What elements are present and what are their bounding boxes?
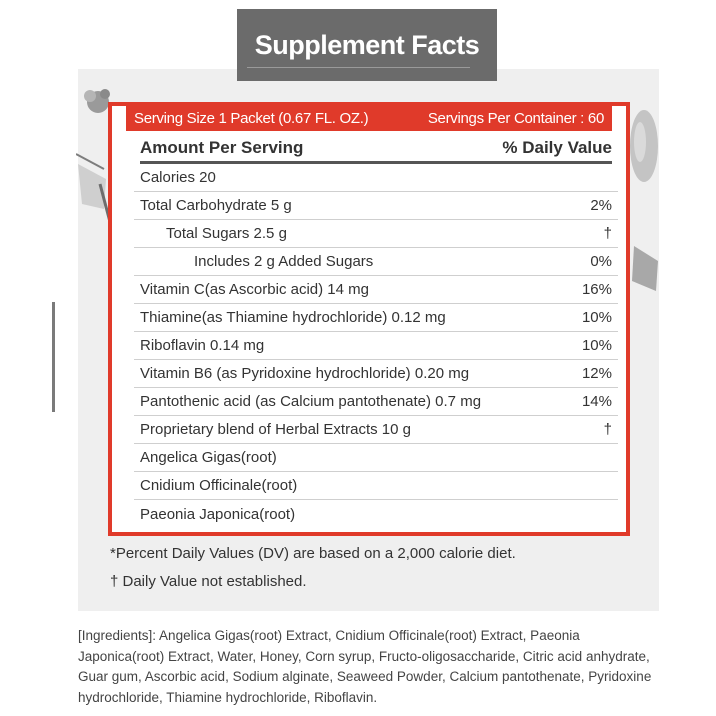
nutrient-row — [134, 360, 618, 388]
daily-value-heading: % Daily Value — [502, 137, 612, 157]
nutrient-label: Vitamin C(as Ascorbic acid) 14 mg — [140, 281, 369, 298]
nutrient-label: Vitamin B6 (as Pyridoxine hydrochloride) 0.20 mg — [140, 365, 470, 382]
nutrient-dv: † — [603, 225, 612, 242]
nutrient-dv: 10% — [581, 337, 612, 354]
herb-root-illustration-right — [630, 96, 660, 296]
supplement-facts-panel — [108, 102, 630, 536]
nutrient-row — [134, 500, 618, 528]
nutrient-label: Riboflavin 0.14 mg — [140, 337, 265, 354]
nutrient-row — [134, 164, 618, 192]
dv-not-established-footnote: † Daily Value not established. — [110, 573, 307, 590]
nutrient-row — [134, 276, 618, 304]
nutrient-label: Total Sugars 2.5 g — [166, 225, 287, 242]
left-scroll-indicator — [52, 302, 55, 412]
nutrient-row — [134, 416, 618, 444]
ingredients-list: [Ingredients]: Angelica Gigas(root) Extract, Cnidium Officinale(root) Extract, Paeonia Japonica(root) Extract, Water, Honey, Corn syrup, Fructo-oligosaccharide, Citric acid anhydrate, Guar gum, Ascorbic acid, Sodium alginate, Seaweed Powder, Calcium pantothenate, Pyridoxine hydrochloride, Thiamine hydrochloride, Riboflavin. — [78, 628, 652, 705]
serving-info-bar — [126, 106, 612, 131]
nutrient-row — [134, 332, 618, 360]
nutrient-label: Proprietary blend of Herbal Extracts 10 g — [140, 421, 411, 438]
nutrient-label: Calories 20 — [140, 169, 216, 186]
nutrient-dv: † — [603, 421, 612, 438]
nutrient-row — [134, 304, 618, 332]
title-underline — [247, 67, 470, 68]
nutrient-row — [134, 388, 618, 416]
nutrient-label: Includes 2 g Added Sugars — [194, 253, 374, 270]
nutrient-rows — [134, 164, 618, 528]
nutrient-dv: 16% — [581, 281, 612, 298]
nutrient-row — [134, 192, 618, 220]
servings-per-container: Servings Per Container : 60 — [427, 110, 604, 127]
nutrient-label: Total Carbohydrate 5 g — [140, 197, 292, 214]
page-title: Supplement Facts — [237, 9, 497, 81]
nutrient-dv: 14% — [581, 393, 612, 410]
nutrient-dv: 0% — [590, 253, 612, 270]
nutrient-row — [134, 444, 618, 472]
nutrient-label: Angelica Gigas(root) — [140, 449, 277, 466]
nutrient-label: Thiamine(as Thiamine hydrochloride) 0.12 mg — [140, 309, 446, 326]
nutrient-label: Paeonia Japonica(root) — [140, 505, 296, 523]
serving-size: Serving Size 1 Packet (0.67 FL. OZ.) — [134, 110, 369, 127]
nutrient-row — [134, 248, 618, 276]
nutrient-dv: 2% — [590, 197, 612, 214]
nutrient-label: Pantothenic acid (as Calcium pantothenate) 0.7 mg — [140, 393, 482, 410]
nutrient-row — [134, 220, 618, 248]
percent-dv-footnote: *Percent Daily Values (DV) are based on a 2,000 calorie diet. — [110, 545, 516, 562]
nutrient-row — [134, 472, 618, 500]
facts-header-row — [140, 134, 612, 164]
nutrient-dv: 12% — [581, 365, 612, 382]
nutrient-label: Cnidium Officinale(root) — [140, 477, 298, 494]
nutrient-dv: 10% — [581, 309, 612, 326]
amount-per-serving-heading: Amount Per Serving — [140, 137, 304, 157]
